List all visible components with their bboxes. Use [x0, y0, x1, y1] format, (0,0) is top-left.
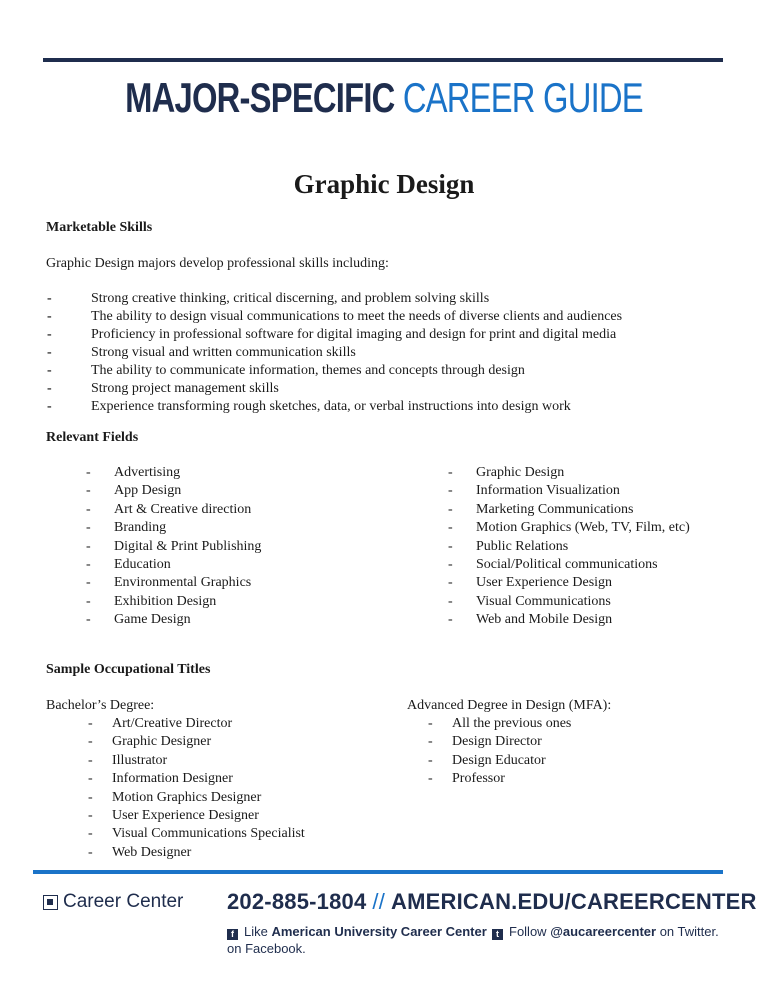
banner-part1: MAJOR-SPECIFIC [125, 74, 395, 121]
list-item: - Public Relations [448, 538, 690, 556]
list-item: - Game Design [86, 611, 261, 629]
facebook-icon: f [227, 929, 238, 940]
advanced-label: Advanced Degree in Design (MFA): [407, 698, 612, 713]
list-item: - Advertising [86, 464, 261, 482]
advanced-titles-list [428, 715, 571, 789]
marketable-skills-intro: Graphic Design majors develop professional skills including: [46, 256, 389, 271]
list-item: - Strong visual and written communication skills [45, 344, 622, 362]
list-item: - The ability to design visual communications to meet the needs of diverse clients and audiences [45, 308, 622, 326]
occupational-titles-heading: Sample Occupational Titles [46, 662, 211, 677]
facebook-page-name: American University Career Center [271, 924, 487, 939]
list-item: - Information Visualization [448, 482, 690, 500]
separator: // [372, 889, 386, 914]
list-item: - Strong creative thinking, critical discerning, and problem solving skills [45, 290, 622, 308]
brand-name: Career Center [63, 891, 184, 912]
relevant-fields-heading: Relevant Fields [46, 430, 139, 445]
list-item: - Marketing Communications [448, 501, 690, 519]
list-item: - Information Designer [88, 770, 305, 788]
twitter-icon: t [492, 929, 503, 940]
bottom-rule [33, 870, 723, 874]
list-item: - Digital & Print Publishing [86, 538, 261, 556]
list-item: - Art/Creative Director [88, 715, 305, 733]
career-center-logo [43, 891, 183, 913]
top-rule [43, 58, 723, 62]
twitter-prefix: Follow [509, 924, 551, 939]
list-item: - Web Designer [88, 844, 305, 862]
list-item: - App Design [86, 482, 261, 500]
au-logo-icon [43, 895, 58, 910]
fields-list-left [86, 464, 261, 630]
list-item: - Motion Graphics Designer [88, 789, 305, 807]
facebook-prefix: Like [244, 924, 272, 939]
bachelors-titles-list [88, 715, 305, 862]
list-item: - Motion Graphics (Web, TV, Film, etc) [448, 519, 690, 537]
banner-title [84, 72, 683, 124]
website-link[interactable]: AMERICAN.EDU/CAREERCENTER [391, 889, 757, 914]
list-item: - Exhibition Design [86, 593, 261, 611]
list-item: - Art & Creative direction [86, 501, 261, 519]
list-item: - Strong project management skills [45, 380, 622, 398]
marketable-skills-heading: Marketable Skills [46, 220, 153, 235]
list-item: - Environmental Graphics [86, 574, 261, 592]
list-item: - Education [86, 556, 261, 574]
list-item: - The ability to communicate information, themes and concepts through design [45, 362, 622, 380]
list-item: - All the previous ones [428, 715, 571, 733]
list-item: - Proficiency in professional software for digital imaging and design for print and digital media [45, 326, 622, 344]
facebook-callout[interactable] [227, 923, 487, 957]
list-item: - Design Director [428, 733, 571, 751]
banner-part2: CAREER GUIDE [402, 74, 643, 121]
bachelors-label: Bachelor’s Degree: [46, 698, 155, 713]
list-item: - Experience transforming rough sketches, data, or verbal instructions into design work [45, 398, 622, 416]
facebook-suffix: on Facebook. [227, 941, 306, 956]
list-item: - Graphic Design [448, 464, 690, 482]
twitter-suffix: on Twitter. [656, 924, 719, 939]
list-item: - Design Educator [428, 752, 571, 770]
list-item: - Branding [86, 519, 261, 537]
fields-list-right [448, 464, 690, 630]
list-item: - Web and Mobile Design [448, 611, 690, 629]
twitter-handle: @aucareercenter [550, 924, 657, 939]
list-item: - Illustrator [88, 752, 305, 770]
page-title: Graphic Design [293, 169, 475, 199]
twitter-callout[interactable] [492, 923, 719, 940]
list-item: - User Experience Design [448, 574, 690, 592]
list-item: - Professor [428, 770, 571, 788]
list-item: - Social/Political communications [448, 556, 690, 574]
skills-list [45, 290, 622, 416]
phone-number: 202-885-1804 [227, 889, 367, 914]
list-item: - User Experience Designer [88, 807, 305, 825]
list-item: - Graphic Designer [88, 733, 305, 751]
list-item: - Visual Communications [448, 593, 690, 611]
footer-contact [227, 889, 757, 915]
list-item: - Visual Communications Specialist [88, 825, 305, 843]
